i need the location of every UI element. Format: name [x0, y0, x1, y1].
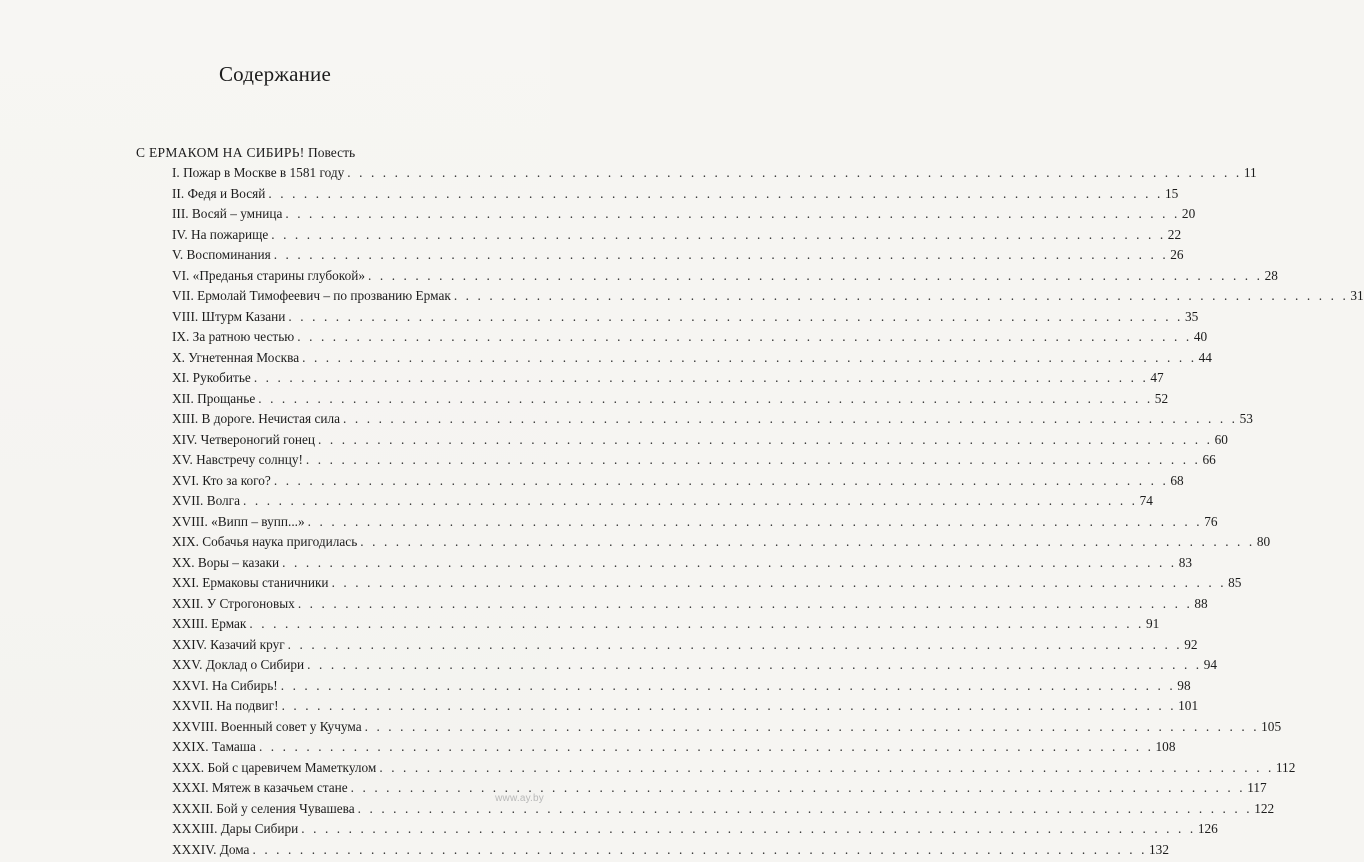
toc-entry-title: VI. «Преданья старины глубокой»	[172, 268, 365, 284]
toc-entry	[172, 534, 490, 555]
toc-dot-leader	[307, 657, 1202, 673]
toc-dot-leader	[258, 391, 1153, 407]
toc-dot-leader	[288, 637, 1183, 653]
toc-dot-leader	[302, 350, 1197, 366]
toc-dot-leader	[243, 493, 1138, 509]
toc-entry	[172, 821, 490, 842]
toc-dot-leader	[358, 801, 1253, 817]
toc-entry	[172, 329, 490, 350]
toc-entry-title: VII. Ермолай Тимофеевич – по прозванию Ермак	[172, 288, 451, 304]
page-title: Содержание	[0, 62, 550, 87]
toc-entry	[172, 432, 490, 453]
toc-entry-title: X. Угнетенная Москва	[172, 350, 299, 366]
toc-entry-page-number: 85	[1228, 575, 1241, 591]
section-heading	[136, 145, 355, 161]
toc-entry-page-number: 60	[1215, 432, 1228, 448]
toc-dot-leader	[282, 698, 1177, 714]
toc-entry-title: XI. Рукобитье	[172, 370, 251, 386]
toc-dot-leader	[343, 411, 1238, 427]
toc-entry-page-number: 126	[1198, 821, 1218, 837]
toc-entry	[172, 268, 490, 289]
toc-entry-page-number: 83	[1179, 555, 1192, 571]
toc-entry-page-number: 91	[1146, 616, 1159, 632]
toc-entry-page-number: 22	[1168, 227, 1181, 243]
toc-entry	[172, 657, 490, 678]
toc-entry-page-number: 105	[1261, 719, 1281, 735]
toc-entry-title: XV. Навстречу солнцу!	[172, 452, 303, 468]
toc-entry	[172, 678, 490, 699]
toc-entry-page-number: 112	[1276, 760, 1295, 776]
toc-dot-leader	[360, 534, 1255, 550]
toc-entry-title: II. Федя и Восяй	[172, 186, 265, 202]
toc-dot-leader	[297, 329, 1192, 345]
toc-entry-title: XXIX. Тамаша	[172, 739, 256, 755]
toc-dot-leader	[332, 575, 1227, 591]
section-heading-subtitle: Повесть	[308, 145, 355, 160]
toc-entry-title: IV. На пожарище	[172, 227, 268, 243]
watermark: www.ay.by	[495, 793, 544, 804]
toc-entry-page-number: 31	[1350, 288, 1363, 304]
toc-entry	[172, 739, 490, 760]
toc-entry	[172, 411, 490, 432]
toc-entry-page-number: 117	[1247, 780, 1266, 796]
toc-entry-title: XIV. Четвероногий гонец	[172, 432, 315, 448]
toc-entry	[172, 370, 490, 391]
toc-dot-leader	[282, 555, 1177, 571]
toc-entry-title: XXXIII. Дары Сибири	[172, 821, 298, 837]
toc-entry-title: XXVII. На подвиг!	[172, 698, 279, 714]
toc-entry	[172, 760, 490, 781]
toc-entry-page-number: 98	[1177, 678, 1190, 694]
toc-dot-leader	[274, 247, 1169, 263]
toc-entry-page-number: 94	[1204, 657, 1217, 673]
section-heading-caps: С ЕРМАКОМ НА СИБИРЬ!	[136, 145, 305, 160]
toc-dot-leader	[351, 780, 1246, 796]
toc-entry-title: XIII. В дороге. Нечистая сила	[172, 411, 340, 427]
toc-entry	[172, 575, 490, 596]
toc-entry-title: XVII. Волга	[172, 493, 240, 509]
toc-entry	[172, 493, 490, 514]
toc-entry-title: XVI. Кто за кого?	[172, 473, 271, 489]
toc-entry-title: VIII. Штурм Казани	[172, 309, 285, 325]
toc-entry-title: IX. За ратною честью	[172, 329, 294, 345]
toc-entry-title: XXVI. На Сибирь!	[172, 678, 278, 694]
toc-entry	[172, 391, 490, 412]
toc-dot-leader	[249, 616, 1144, 632]
toc-entry-page-number: 52	[1155, 391, 1168, 407]
toc-entry-title: XII. Прощанье	[172, 391, 255, 407]
toc-entry	[172, 596, 490, 617]
toc-entry-title: XXXI. Мятеж в казачьем стане	[172, 780, 348, 796]
toc-entry-page-number: 47	[1150, 370, 1163, 386]
toc-entry-page-number: 40	[1194, 329, 1207, 345]
toc-entry	[172, 186, 490, 207]
toc-dot-leader	[318, 432, 1213, 448]
toc-entry-page-number: 26	[1170, 247, 1183, 263]
toc-entry	[172, 616, 490, 637]
toc-entry-title: XXX. Бой с царевичем Маметкулом	[172, 760, 376, 776]
toc-dot-leader	[454, 288, 1349, 304]
toc-entry-title: XXI. Ермаковы станичники	[172, 575, 329, 591]
toc-entry-title: XXIV. Казачий круг	[172, 637, 285, 653]
toc-entry-page-number: 20	[1182, 206, 1195, 222]
toc-dot-leader	[271, 227, 1166, 243]
toc-entry-page-number: 35	[1185, 309, 1198, 325]
toc-dot-leader	[281, 678, 1176, 694]
toc-dot-leader	[259, 739, 1154, 755]
toc-dot-leader	[347, 165, 1242, 181]
toc-entry-title: III. Восяй – умница	[172, 206, 282, 222]
toc-entry-page-number: 53	[1240, 411, 1253, 427]
toc-entry-title: XXVIII. Военный совет у Кучума	[172, 719, 362, 735]
toc-dot-leader	[268, 186, 1163, 202]
toc-dot-leader	[252, 842, 1147, 858]
toc-entry-page-number: 44	[1199, 350, 1212, 366]
toc-entry-page-number: 76	[1204, 514, 1217, 530]
toc-entry-page-number: 122	[1254, 801, 1274, 817]
toc-dot-leader	[308, 514, 1203, 530]
toc-entry	[172, 801, 490, 822]
toc-entry-title: XXIII. Ермак	[172, 616, 246, 632]
toc-dot-leader	[365, 719, 1260, 735]
toc-entry-page-number: 108	[1156, 739, 1176, 755]
toc-entry-page-number: 15	[1165, 186, 1178, 202]
toc-entry	[172, 452, 490, 473]
toc-entry	[172, 842, 490, 862]
toc-dot-leader	[306, 452, 1201, 468]
toc-dot-leader	[368, 268, 1263, 284]
toc-dot-leader	[379, 760, 1274, 776]
toc-entry	[172, 165, 490, 186]
toc-entry	[172, 227, 490, 248]
toc-entry-title: XXII. У Строгоновых	[172, 596, 295, 612]
toc-entry	[172, 247, 490, 268]
toc-entry	[172, 698, 490, 719]
toc-entry-page-number: 74	[1140, 493, 1153, 509]
toc-entry-title: V. Воспоминания	[172, 247, 271, 263]
toc-entry-page-number: 92	[1184, 637, 1197, 653]
toc-entry	[172, 350, 490, 371]
toc-entry	[172, 473, 490, 494]
toc-entry-title: XXXII. Бой у селения Чувашева	[172, 801, 355, 817]
toc-entry-page-number: 80	[1257, 534, 1270, 550]
toc-entry	[172, 206, 490, 227]
toc-entry-page-number: 88	[1194, 596, 1207, 612]
toc-entry-title: XXXIV. Дома	[172, 842, 249, 858]
toc-entry-page-number: 132	[1149, 842, 1169, 858]
toc-entry	[172, 637, 490, 658]
toc-dot-leader	[288, 309, 1183, 325]
toc-dot-leader	[298, 596, 1193, 612]
toc-entry	[172, 514, 490, 535]
toc-entry-title: I. Пожар в Москве в 1581 году	[172, 165, 344, 181]
toc-entry-title: XXV. Доклад о Сибири	[172, 657, 304, 673]
table-of-contents	[172, 165, 490, 862]
toc-entry	[172, 719, 490, 740]
toc-entry	[172, 555, 490, 576]
toc-entry-title: XIX. Собачья наука пригодилась	[172, 534, 357, 550]
toc-entry-title: XVIII. «Випп – вупп...»	[172, 514, 305, 530]
toc-entry-page-number: 101	[1178, 698, 1198, 714]
toc-entry-title: XX. Воры – казаки	[172, 555, 279, 571]
toc-entry	[172, 288, 490, 309]
toc-dot-leader	[285, 206, 1180, 222]
toc-entry	[172, 780, 490, 801]
toc-entry-page-number: 11	[1244, 165, 1257, 181]
book-page	[0, 0, 550, 810]
toc-entry-page-number: 28	[1265, 268, 1278, 284]
toc-dot-leader	[274, 473, 1169, 489]
toc-dot-leader	[301, 821, 1196, 837]
toc-entry-page-number: 68	[1170, 473, 1183, 489]
toc-entry	[172, 309, 490, 330]
toc-dot-leader	[254, 370, 1149, 386]
toc-entry-page-number: 66	[1202, 452, 1215, 468]
